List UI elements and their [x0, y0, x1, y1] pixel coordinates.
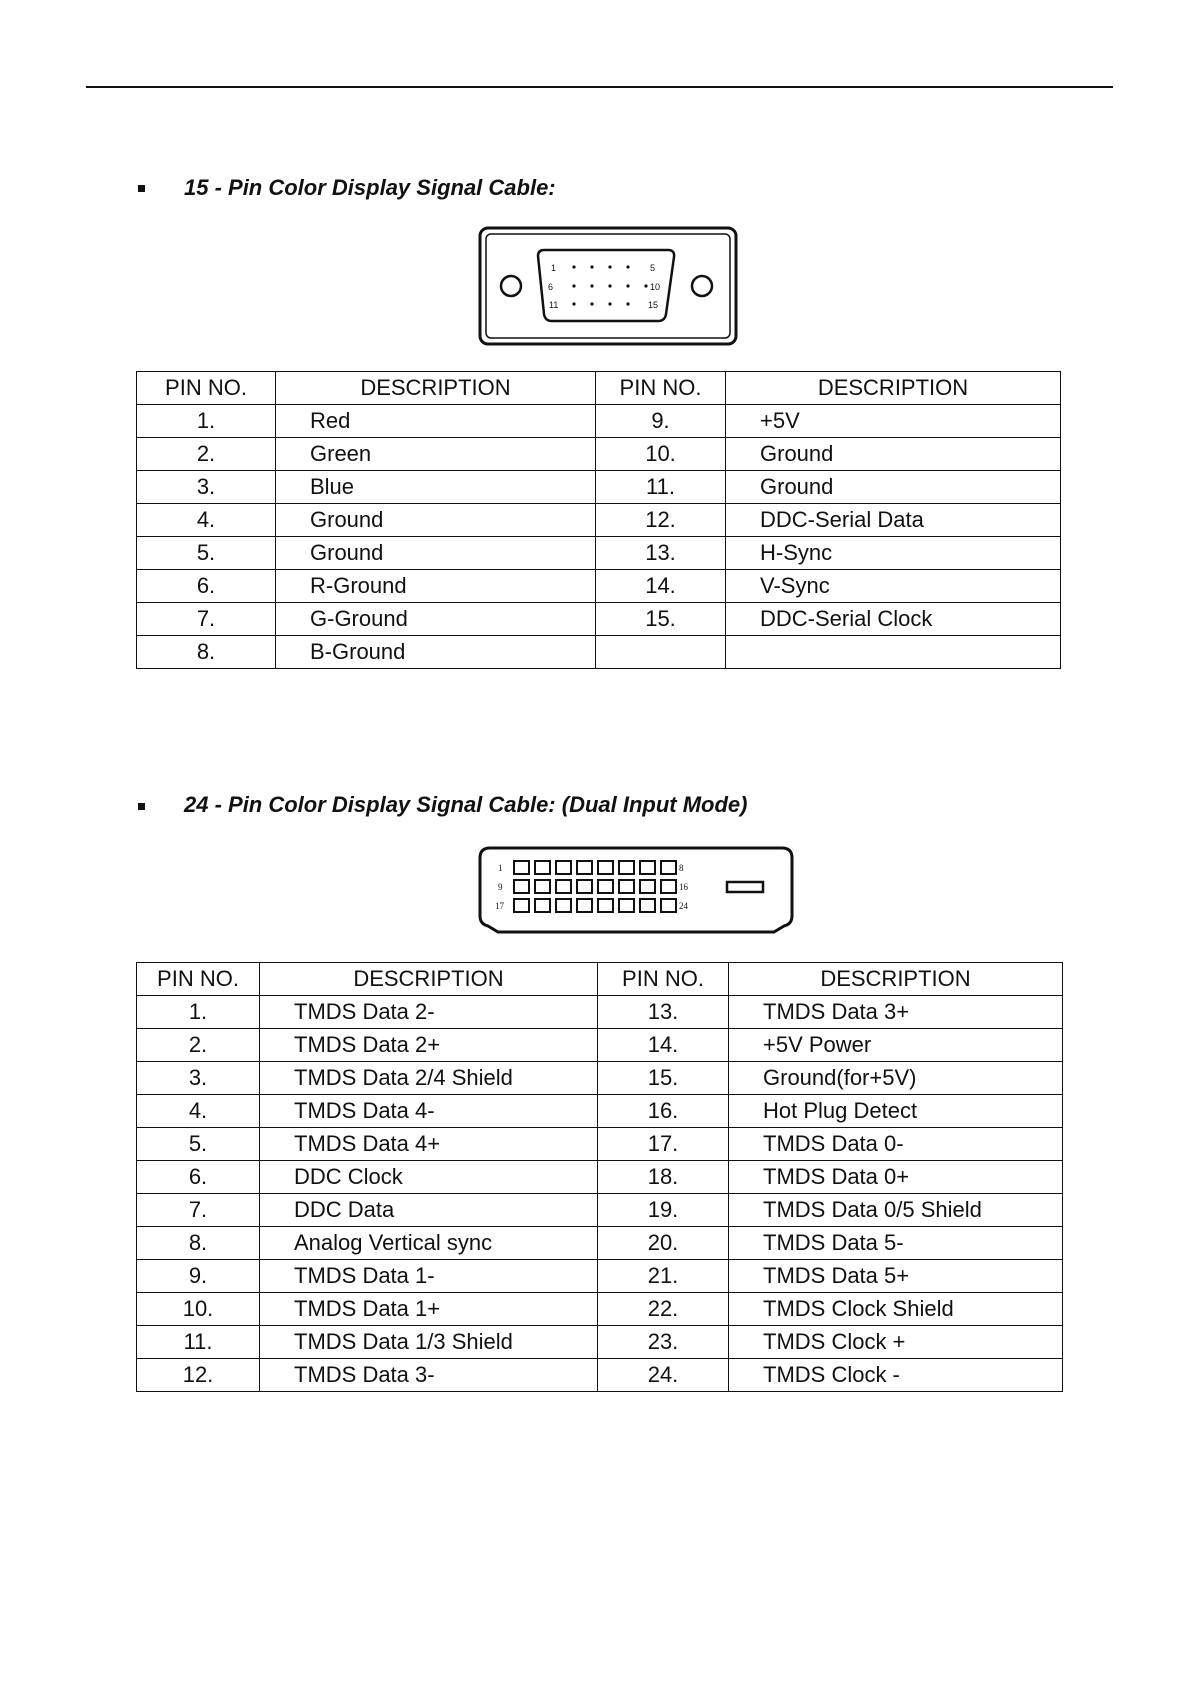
pin-number: 14. [596, 570, 726, 603]
header-rule [86, 86, 1113, 88]
vga-label-1: 1 [551, 263, 557, 273]
table-row [137, 1359, 1063, 1392]
pin-number: 22. [598, 1293, 729, 1326]
pin-description: H-Sync [726, 537, 1061, 570]
table-row [137, 1062, 1063, 1095]
pin-number: 7. [137, 1194, 260, 1227]
section2-bullet [138, 803, 145, 810]
pin-number: 14. [598, 1029, 729, 1062]
pin-description: R-Ground [276, 570, 596, 603]
dvi-pin-table [136, 962, 1063, 1392]
pin-description: DDC Data [260, 1194, 598, 1227]
pin-description: Blue [276, 471, 596, 504]
pin-description: TMDS Data 2+ [260, 1029, 598, 1062]
section1-bullet [138, 185, 145, 192]
pin-number: 12. [137, 1359, 260, 1392]
pin-description: Green [276, 438, 596, 471]
pin-number: 5. [137, 537, 276, 570]
vga-label-11: 11 [549, 300, 559, 310]
dvi-connector-diagram [478, 846, 794, 934]
pin-number: 20. [598, 1227, 729, 1260]
pin-description: TMDS Data 2- [260, 996, 598, 1029]
pin-description: Ground [726, 471, 1061, 504]
table-row [137, 1293, 1063, 1326]
pin-number: 21. [598, 1260, 729, 1293]
pin-description: TMDS Data 5- [729, 1227, 1063, 1260]
table-row [137, 996, 1063, 1029]
table-header-row [137, 372, 1061, 405]
pin-description: TMDS Data 4+ [260, 1128, 598, 1161]
dvi-label-9: 9 [498, 882, 503, 892]
table-row [137, 603, 1061, 636]
table-row [137, 1260, 1063, 1293]
header-pin-no: PIN NO. [598, 963, 729, 996]
pin-number: 15. [596, 603, 726, 636]
pin-number: 10. [596, 438, 726, 471]
pin-description: +5V [726, 405, 1061, 438]
table-row [137, 1194, 1063, 1227]
pin-number: 5. [137, 1128, 260, 1161]
vga-pin-table [136, 371, 1061, 669]
pin-number: 19. [598, 1194, 729, 1227]
pin-description: TMDS Data 5+ [729, 1260, 1063, 1293]
table-row [137, 1029, 1063, 1062]
header-description: DESCRIPTION [726, 372, 1061, 405]
pin-description: TMDS Clock + [729, 1326, 1063, 1359]
pin-number: 4. [137, 1095, 260, 1128]
section1-heading: 15 - Pin Color Display Signal Cable: [184, 175, 556, 200]
table-row [137, 1227, 1063, 1260]
pin-number: 11. [137, 1326, 260, 1359]
pin-number: 4. [137, 504, 276, 537]
pin-description: TMDS Data 4- [260, 1095, 598, 1128]
pin-description: Hot Plug Detect [729, 1095, 1063, 1128]
pin-number: 3. [137, 471, 276, 504]
pin-description: TMDS Data 1/3 Shield [260, 1326, 598, 1359]
table-header-row [137, 963, 1063, 996]
pin-number: 2. [137, 1029, 260, 1062]
pin-number: 17. [598, 1128, 729, 1161]
vga-label-10: 10 [650, 282, 661, 292]
pin-description: TMDS Clock - [729, 1359, 1063, 1392]
vga-label-5: 5 [650, 263, 656, 273]
dvi-label-8: 8 [679, 863, 684, 873]
table-row [137, 1095, 1063, 1128]
pin-description: TMDS Clock Shield [729, 1293, 1063, 1326]
pin-number: 9. [137, 1260, 260, 1293]
pin-number: 16. [598, 1095, 729, 1128]
table-row [137, 537, 1061, 570]
pin-number: 23. [598, 1326, 729, 1359]
pin-description: V-Sync [726, 570, 1061, 603]
pin-description: TMDS Data 0/5 Shield [729, 1194, 1063, 1227]
pin-description: TMDS Data 1- [260, 1260, 598, 1293]
table-row [137, 405, 1061, 438]
pin-description: DDC Clock [260, 1161, 598, 1194]
dvi-label-17: 17 [495, 901, 504, 911]
header-description: DESCRIPTION [260, 963, 598, 996]
pin-description: B-Ground [276, 636, 596, 669]
pin-number: 3. [137, 1062, 260, 1095]
pin-description: TMDS Data 3+ [729, 996, 1063, 1029]
header-pin-no: PIN NO. [137, 963, 260, 996]
pin-number: 6. [137, 570, 276, 603]
pin-number: 13. [596, 537, 726, 570]
table-row [137, 1161, 1063, 1194]
pin-number: 6. [137, 1161, 260, 1194]
pin-number: 9. [596, 405, 726, 438]
pin-number: 15. [598, 1062, 729, 1095]
pin-description: TMDS Data 3- [260, 1359, 598, 1392]
pin-description: Ground [276, 504, 596, 537]
pin-description: Ground [726, 438, 1061, 471]
dvi-label-24: 24 [679, 901, 688, 911]
pin-description: G-Ground [276, 603, 596, 636]
pin-description: TMDS Data 2/4 Shield [260, 1062, 598, 1095]
pin-number: 24. [598, 1359, 729, 1392]
table-row [137, 438, 1061, 471]
table-row [137, 636, 1061, 669]
pin-number [596, 636, 726, 669]
pin-number: 10. [137, 1293, 260, 1326]
pin-description: DDC-Serial Clock [726, 603, 1061, 636]
pin-number: 8. [137, 1227, 260, 1260]
header-pin-no: PIN NO. [137, 372, 276, 405]
table-row [137, 1128, 1063, 1161]
pin-number: 1. [137, 405, 276, 438]
pin-description: TMDS Data 0- [729, 1128, 1063, 1161]
pin-description: Red [276, 405, 596, 438]
pin-number: 1. [137, 996, 260, 1029]
pin-number: 7. [137, 603, 276, 636]
pin-description: Ground(for+5V) [729, 1062, 1063, 1095]
pin-number: 8. [137, 636, 276, 669]
pin-description: Analog Vertical sync [260, 1227, 598, 1260]
pin-description: TMDS Data 0+ [729, 1161, 1063, 1194]
vga-label-15: 15 [648, 300, 659, 310]
pin-number: 2. [137, 438, 276, 471]
pin-description: Ground [276, 537, 596, 570]
header-pin-no: PIN NO. [596, 372, 726, 405]
pin-number: 18. [598, 1161, 729, 1194]
pin-description [726, 636, 1061, 669]
pin-description: DDC-Serial Data [726, 504, 1061, 537]
table-row [137, 1326, 1063, 1359]
table-row [137, 504, 1061, 537]
table-row [137, 471, 1061, 504]
pin-number: 12. [596, 504, 726, 537]
vga-connector-diagram [478, 226, 738, 346]
dvi-label-1: 1 [498, 863, 503, 873]
dvi-label-16: 16 [679, 882, 688, 892]
pin-description: +5V Power [729, 1029, 1063, 1062]
table-row [137, 570, 1061, 603]
pin-number: 13. [598, 996, 729, 1029]
section2-heading: 24 - Pin Color Display Signal Cable: (Dual Input Mode) [184, 792, 748, 817]
pin-description: TMDS Data 1+ [260, 1293, 598, 1326]
vga-label-6: 6 [548, 282, 554, 292]
header-description: DESCRIPTION [276, 372, 596, 405]
pin-number: 11. [596, 471, 726, 504]
header-description: DESCRIPTION [729, 963, 1063, 996]
